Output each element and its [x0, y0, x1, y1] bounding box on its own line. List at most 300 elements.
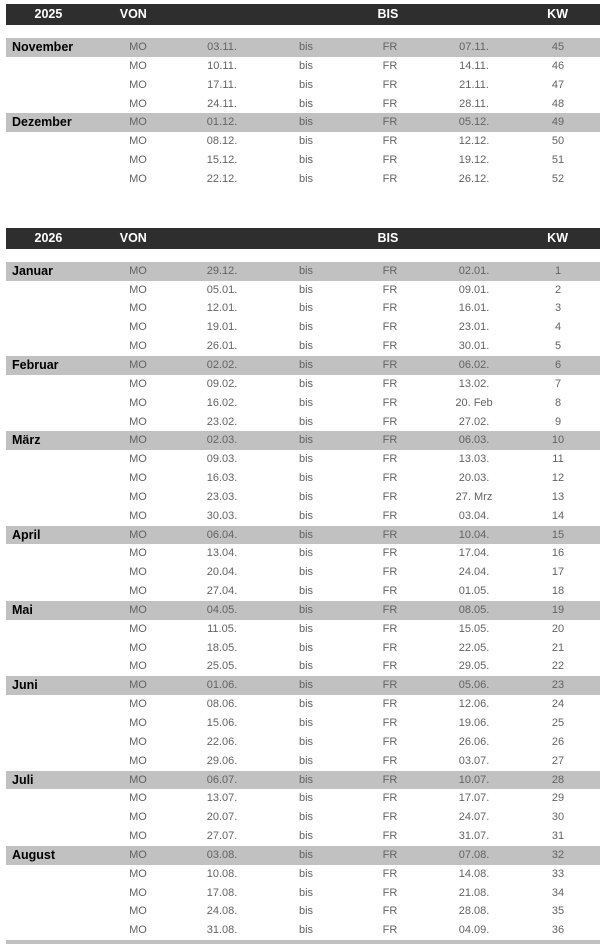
bis-text: bis — [298, 754, 314, 767]
weekday-von: MO — [129, 717, 147, 729]
date-von: 13.07. — [206, 792, 238, 805]
von-column-header: VON — [119, 230, 147, 245]
weekday-bis: FR — [382, 830, 398, 843]
spacer-cell — [176, 4, 261, 25]
bis-text: bis — [298, 283, 314, 296]
bis-text: bis — [298, 41, 314, 53]
bis-text: bis — [298, 116, 314, 129]
bis-text: bis — [298, 415, 314, 428]
weekday-bis: FR — [382, 415, 398, 428]
date-bis: 05.06. — [458, 679, 490, 692]
weekday-von: MO — [129, 490, 147, 503]
week-row — [6, 488, 600, 507]
bis-text: bis — [298, 490, 314, 503]
date-bis: 07.11. — [459, 41, 489, 53]
kw-number: 19 — [551, 603, 565, 616]
bis-text: bis — [298, 509, 314, 522]
date-bis: 19.12. — [458, 154, 490, 167]
kw-number: 14 — [551, 509, 565, 522]
weekday-von: MO — [129, 830, 147, 843]
weekday-von: MO — [129, 434, 147, 447]
date-von: 13.04. — [206, 547, 238, 560]
kw-number: 15 — [551, 528, 565, 541]
date-bis: 29.05. — [458, 660, 490, 673]
weekday-von: MO — [129, 622, 147, 635]
weekday-bis: FR — [382, 97, 398, 110]
bis-text: bis — [298, 848, 314, 861]
month-label — [6, 488, 96, 507]
date-von: 09.02. — [206, 377, 238, 390]
week-row — [6, 752, 600, 771]
weekday-bis: FR — [382, 490, 398, 503]
month-label — [6, 151, 96, 170]
date-von: 26.01. — [206, 340, 238, 353]
kw-number: 4 — [554, 321, 562, 334]
week-row — [6, 695, 600, 714]
month-label — [6, 657, 96, 676]
bis-text: bis — [298, 377, 314, 390]
date-bis: 04.09. — [458, 924, 490, 937]
date-bis: 30.01. — [458, 340, 490, 353]
date-von: 10.08. — [206, 867, 238, 880]
kw-number: 11 — [552, 453, 564, 466]
weekday-von: MO — [129, 641, 147, 654]
weekday-von: MO — [129, 453, 147, 466]
week-row — [6, 38, 600, 57]
date-von: 30.03. — [206, 509, 238, 522]
kw-number: 17 — [551, 566, 565, 579]
month-label: Juli — [12, 772, 34, 787]
date-bis: 31.07. — [458, 830, 490, 843]
month-label — [6, 808, 96, 827]
date-bis: 22.05. — [458, 641, 490, 654]
date-bis: 20.03. — [458, 472, 490, 485]
kw-number: 51 — [551, 154, 565, 167]
bis-column-header: BIS — [377, 7, 399, 21]
month-label: Februar — [12, 357, 59, 372]
weekday-bis: FR — [382, 735, 398, 748]
weekday-bis: FR — [382, 641, 398, 654]
month-label — [6, 132, 96, 151]
kw-number: 50 — [551, 135, 565, 148]
date-bis: 20. Feb — [455, 396, 493, 409]
weekday-von: MO — [129, 660, 147, 673]
weekday-bis: FR — [382, 396, 398, 409]
month-label — [6, 639, 96, 658]
weekday-bis: FR — [382, 660, 398, 673]
bis-text: bis — [298, 717, 314, 729]
week-row — [6, 469, 600, 488]
week-row — [6, 827, 600, 846]
weekday-von: MO — [129, 116, 147, 129]
kw-column-header: KW — [547, 230, 568, 245]
date-von: 03.11. — [207, 41, 237, 53]
date-bis: 06.03. — [458, 434, 490, 447]
kw-number: 26 — [551, 735, 565, 748]
month-label — [6, 170, 96, 189]
date-bis: 21.11. — [459, 78, 489, 91]
date-von: 12.01. — [206, 302, 238, 315]
weekday-von: MO — [129, 154, 147, 167]
date-bis: 08.05. — [458, 603, 490, 616]
bis-text: bis — [298, 603, 314, 616]
month-label — [6, 582, 96, 601]
month-label: August — [12, 847, 56, 862]
kw-number: 9 — [554, 415, 562, 428]
kw-number: 49 — [551, 116, 565, 129]
week-row — [6, 846, 600, 865]
weekday-bis: FR — [382, 886, 398, 899]
section-header-2025 — [6, 4, 600, 25]
weekday-bis: FR — [382, 358, 398, 371]
date-bis: 26.06. — [458, 735, 490, 748]
month-label — [6, 620, 96, 639]
month-label — [6, 57, 96, 76]
kw-number: 32 — [551, 848, 565, 861]
spacer-cell — [261, 228, 346, 249]
week-row — [6, 113, 600, 132]
date-bis: 07.08. — [458, 848, 490, 861]
date-bis: 24.04. — [458, 566, 490, 579]
bis-text: bis — [298, 547, 314, 560]
week-row — [6, 676, 600, 695]
weekday-bis: FR — [382, 434, 398, 447]
weekday-bis: FR — [382, 172, 398, 185]
date-bis: 12.12. — [458, 135, 490, 148]
week-row — [6, 563, 600, 582]
kw-number: 35 — [551, 905, 565, 918]
week-row — [6, 394, 600, 413]
kw-number: 23 — [551, 679, 565, 692]
month-label: Januar — [12, 263, 53, 278]
weekday-bis: FR — [382, 135, 398, 148]
weekday-bis: FR — [382, 59, 398, 72]
date-von: 16.02. — [206, 396, 238, 409]
date-von: 09.03. — [206, 453, 238, 466]
bis-text: bis — [298, 78, 314, 91]
date-bis: 13.02. — [458, 377, 490, 390]
week-row — [6, 450, 600, 469]
date-von: 16.03. — [206, 472, 238, 485]
weekday-von: MO — [129, 472, 147, 485]
weekday-bis: FR — [382, 679, 398, 692]
weekday-von: MO — [129, 585, 147, 598]
week-row — [6, 808, 600, 827]
weekday-bis: FR — [382, 773, 398, 786]
kw-number: 36 — [551, 924, 565, 937]
date-von: 11.05. — [207, 622, 237, 635]
week-row — [6, 865, 600, 884]
weekday-von: MO — [129, 773, 147, 786]
month-label — [6, 507, 96, 526]
date-von: 29.06. — [206, 754, 238, 767]
bis-text: bis — [298, 792, 314, 805]
year-label: 2025 — [34, 7, 63, 21]
date-bis: 12.06. — [458, 698, 490, 711]
weekday-von: MO — [129, 135, 147, 148]
month-label — [6, 695, 96, 714]
date-von: 08.12. — [206, 135, 238, 148]
date-bis: 23.01. — [458, 321, 490, 334]
date-bis: 16.01. — [458, 302, 490, 315]
month-label — [6, 95, 96, 114]
week-row — [6, 281, 600, 300]
bis-text: bis — [298, 585, 314, 598]
weekday-bis: FR — [382, 116, 398, 129]
weekday-von: MO — [129, 377, 147, 390]
date-bis: 19.06. — [458, 717, 490, 729]
kw-number: 48 — [551, 97, 565, 110]
month-label: Mai — [12, 602, 33, 617]
bis-text: bis — [298, 97, 314, 110]
date-von: 04.05. — [206, 603, 238, 616]
date-von: 15.12. — [206, 154, 238, 167]
section-rows-2025 — [6, 38, 600, 189]
kw-number: 7 — [554, 377, 562, 390]
bis-text: bis — [298, 340, 314, 353]
weekday-von: MO — [129, 78, 147, 91]
date-von: 23.03. — [206, 490, 238, 503]
date-von: 02.03. — [206, 434, 238, 447]
kw-number: 12 — [551, 472, 565, 485]
weekday-bis: FR — [382, 792, 398, 805]
date-bis: 27.02. — [458, 415, 490, 428]
date-von: 20.07. — [206, 811, 238, 824]
week-row — [6, 375, 600, 394]
weekday-bis: FR — [382, 377, 398, 390]
week-row — [6, 884, 600, 903]
bis-text: bis — [298, 302, 314, 315]
date-von: 24.08. — [206, 905, 238, 918]
week-row — [6, 318, 600, 337]
kw-number: 25 — [551, 717, 565, 729]
week-row — [6, 902, 600, 921]
month-label — [6, 375, 96, 394]
date-von: 19.01. — [206, 321, 238, 334]
week-row — [6, 771, 600, 790]
weekday-bis: FR — [382, 848, 398, 861]
year-section-2026 — [6, 228, 600, 940]
weekday-bis: FR — [382, 283, 398, 296]
weekday-bis: FR — [382, 811, 398, 824]
month-label — [6, 563, 96, 582]
weekday-von: MO — [129, 754, 147, 767]
date-bis: 17.07. — [458, 792, 490, 805]
month-label — [6, 902, 96, 921]
kw-number: 29 — [551, 792, 565, 805]
weekday-bis: FR — [382, 924, 398, 937]
kw-number: 22 — [551, 660, 565, 673]
spacer-cell — [430, 4, 515, 25]
month-label — [6, 789, 96, 808]
bis-text: bis — [298, 154, 314, 167]
bis-text: bis — [298, 622, 314, 635]
week-row — [6, 151, 600, 170]
weekday-von: MO — [129, 302, 147, 315]
date-von: 23.02. — [206, 415, 238, 428]
von-column-header: VON — [119, 7, 147, 21]
weekday-bis: FR — [382, 698, 398, 711]
date-von: 01.06. — [206, 679, 238, 692]
week-row — [6, 413, 600, 432]
month-label — [6, 76, 96, 95]
weekday-von: MO — [129, 415, 147, 428]
week-row — [6, 431, 600, 450]
date-bis: 10.04. — [458, 528, 490, 541]
month-label — [6, 884, 96, 903]
date-von: 03.08. — [206, 848, 238, 861]
weekday-von: MO — [129, 905, 147, 918]
kw-number: 3 — [554, 302, 562, 315]
weekday-bis: FR — [382, 603, 398, 616]
bis-text: bis — [298, 924, 314, 937]
weekday-von: MO — [129, 867, 147, 880]
date-von: 27.07. — [206, 830, 238, 843]
kw-number: 30 — [551, 811, 565, 824]
weekday-bis: FR — [382, 264, 398, 277]
bis-text: bis — [298, 264, 314, 277]
weekday-von: MO — [129, 792, 147, 805]
bis-text: bis — [298, 135, 314, 148]
week-row — [6, 526, 600, 545]
weekday-bis: FR — [382, 585, 398, 598]
kw-number: 47 — [551, 78, 565, 91]
date-von: 17.11. — [207, 78, 237, 91]
date-von: 08.06. — [206, 698, 238, 711]
week-row — [6, 544, 600, 563]
month-label — [6, 733, 96, 752]
date-bis: 10.07. — [458, 773, 490, 786]
date-bis: 06.02. — [458, 358, 490, 371]
weekday-bis: FR — [382, 622, 398, 635]
spacer-cell — [261, 4, 346, 25]
date-bis: 27. Mrz — [455, 490, 493, 503]
week-row — [6, 356, 600, 375]
date-von: 18.05. — [206, 641, 238, 654]
weekday-bis: FR — [382, 321, 398, 334]
kw-number: 5 — [554, 340, 562, 353]
date-von: 31.08. — [206, 924, 238, 937]
year-section-2025 — [6, 0, 600, 189]
week-row — [6, 57, 600, 76]
month-label — [6, 921, 96, 940]
kw-number: 52 — [551, 172, 565, 185]
date-von: 01.12. — [206, 116, 238, 129]
weekday-von: MO — [129, 41, 147, 53]
bis-text: bis — [298, 566, 314, 579]
bis-text: bis — [298, 773, 314, 786]
kw-number: 28 — [551, 773, 565, 786]
spacer-cell — [176, 228, 261, 249]
date-von: 22.12. — [206, 172, 238, 185]
week-row — [6, 507, 600, 526]
bis-text: bis — [298, 358, 314, 371]
month-label — [6, 827, 96, 846]
weekday-von: MO — [129, 340, 147, 353]
week-row — [6, 262, 600, 281]
date-bis: 26.12. — [458, 172, 490, 185]
month-label — [6, 469, 96, 488]
weekday-von: MO — [129, 735, 147, 748]
month-label — [6, 281, 96, 300]
week-row — [6, 714, 600, 733]
year-label: 2026 — [34, 230, 63, 245]
kw-number: 20 — [551, 622, 565, 635]
date-von: 29.12. — [206, 264, 238, 277]
kw-number: 33 — [551, 867, 565, 880]
month-label — [6, 714, 96, 733]
date-von: 06.07. — [206, 773, 238, 786]
bis-column-header: BIS — [377, 230, 399, 245]
weekday-von: MO — [129, 603, 147, 616]
kw-number: 1 — [554, 264, 562, 277]
date-von: 25.05. — [206, 660, 238, 673]
week-row — [6, 337, 600, 356]
weekday-von: MO — [129, 59, 147, 72]
month-label: Dezember — [12, 115, 72, 130]
week-row — [6, 601, 600, 620]
bis-text: bis — [298, 735, 314, 748]
weekday-von: MO — [129, 886, 147, 899]
weekday-bis: FR — [382, 302, 398, 315]
month-label — [6, 413, 96, 432]
weekday-bis: FR — [382, 509, 398, 522]
month-label — [6, 394, 96, 413]
date-von: 22.06. — [206, 735, 238, 748]
weekday-von: MO — [129, 172, 147, 185]
bis-text: bis — [298, 434, 314, 447]
weekday-von: MO — [129, 358, 147, 371]
bis-text: bis — [298, 886, 314, 899]
kw-number: 16 — [551, 547, 565, 560]
bis-text: bis — [298, 528, 314, 541]
bis-text: bis — [298, 830, 314, 843]
bis-text: bis — [298, 641, 314, 654]
date-von: 05.01. — [206, 283, 238, 296]
date-bis: 02.01. — [458, 264, 490, 277]
date-bis: 24.07. — [458, 811, 490, 824]
week-row — [6, 733, 600, 752]
kw-number: 6 — [554, 358, 562, 371]
kw-number: 31 — [551, 830, 565, 843]
weekday-bis: FR — [382, 717, 398, 729]
date-bis: 17.04. — [458, 547, 490, 560]
date-von: 06.04. — [206, 528, 238, 541]
week-row — [6, 639, 600, 658]
kw-number: 46 — [551, 59, 565, 72]
spacer-cell — [430, 228, 515, 249]
bis-text: bis — [298, 321, 314, 334]
weekday-bis: FR — [382, 154, 398, 167]
month-label — [6, 752, 96, 771]
weekday-von: MO — [129, 698, 147, 711]
month-label: November — [12, 40, 74, 54]
date-bis: 03.04. — [458, 509, 490, 522]
bis-text: bis — [298, 172, 314, 185]
date-bis: 03.07. — [458, 754, 490, 767]
kw-number: 24 — [551, 698, 565, 711]
date-von: 15.06. — [206, 717, 238, 729]
bis-text: bis — [298, 59, 314, 72]
date-bis: 01.05. — [458, 585, 490, 598]
date-bis: 09.01. — [458, 283, 490, 296]
bis-text: bis — [298, 905, 314, 918]
week-row — [6, 76, 600, 95]
date-bis: 28.11. — [459, 97, 489, 110]
date-von: 27.04. — [206, 585, 238, 598]
month-label: April — [12, 527, 41, 542]
month-label — [6, 299, 96, 318]
